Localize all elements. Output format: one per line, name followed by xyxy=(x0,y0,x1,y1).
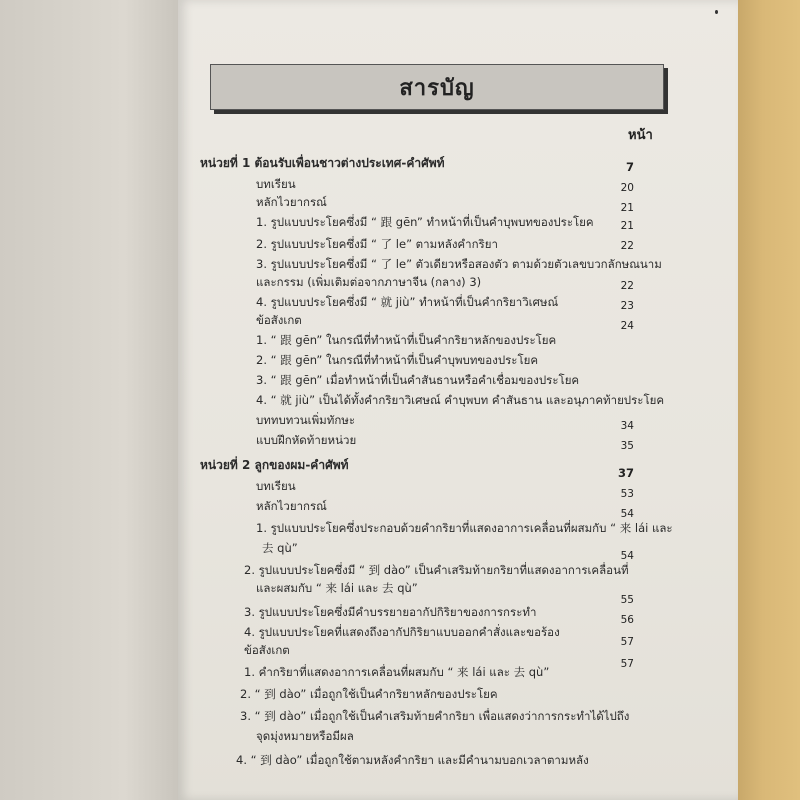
toc-entry: 1. รูปแบบประโยคซึ่งประกอบด้วยคำกริยาที่แสดงอาการเคลื่อนที่ผสมกับ “ 来 lái และ xyxy=(256,521,673,535)
page-number: 23 xyxy=(620,300,634,312)
toc-entry: 2. “ 到 dào” เมื่อถูกใช้เป็นคำกริยาหลักของประโยค xyxy=(240,687,498,701)
page-number: 54 xyxy=(620,508,634,520)
toc-entry: ข้อสังเกต xyxy=(244,643,290,657)
toc-entry: 3. รูปแบบประโยคซึ่งมี “ 了 le” ตัวเดียวหรือสองตัว ตามด้วยตัวเลขบวกลักษณนาม xyxy=(256,257,662,271)
left-page xyxy=(0,0,178,800)
toc-entry: 4. รูปแบบประโยคที่แสดงถึงอากัปกิริยาแบบออกคำสั่งและขอร้อง xyxy=(244,625,560,639)
toc-entry: ข้อสังเกต xyxy=(256,313,302,327)
toc-entry: บทเรียน xyxy=(256,479,296,493)
toc-entry: จุดมุ่งหมายหรือมีผล xyxy=(256,729,354,743)
page-number: 54 xyxy=(620,550,634,562)
page-number: 34 xyxy=(620,420,634,432)
toc-entry: 2. รูปแบบประโยคซึ่งมี “ 到 dào” เป็นคำเสริมท้ายกริยาที่แสดงอาการเคลื่อนที่ xyxy=(244,563,629,577)
toc-entry: บทเรียน xyxy=(256,177,296,191)
toc-entry: หลักไวยากรณ์ xyxy=(256,195,327,209)
speck xyxy=(715,10,718,14)
toc-entry: บททบทวนเพิ่มทักษะ xyxy=(256,413,356,427)
toc-entry: 3. รูปแบบประโยคซึ่งมีคำบรรยายอากัปกิริยาของการกระทำ xyxy=(244,605,537,619)
page-number: 57 xyxy=(620,636,634,648)
page-number: 7 xyxy=(625,160,634,174)
page-number: 53 xyxy=(620,488,634,500)
toc-entry: 4. รูปแบบประโยคซึ่งมี “ 就 jiù” ทำหน้าที่เป็นคำกริยาวิเศษณ์ xyxy=(256,295,559,309)
toc-entry: 3. “ 到 dào” เมื่อถูกใช้เป็นคำเสริมท้ายคำกริยา เพื่อแสดงว่าการกระทำได้ไปถึง xyxy=(240,709,630,723)
toc-entry: หลักไวยากรณ์ xyxy=(256,499,327,513)
unit-heading: หน่วยที่ 1 ต้อนรับเพื่อนชาวต่างประเทศ-คำศัพท์ xyxy=(200,156,445,170)
toc-entry: 1. รูปแบบประโยคซึ่งมี “ 跟 gēn” ทำหน้าที่เป็นคำบุพบทของประโยค xyxy=(256,215,594,229)
page-number: 37 xyxy=(617,466,634,480)
page-number: 21 xyxy=(620,220,634,232)
toc-entry: 2. “ 跟 gēn” ในกรณีที่ทำหน้าที่เป็นคำบุพบทของประโยค xyxy=(256,353,539,367)
toc-entry: และกรรม (เพิ่มเติมต่อจากภาษาจีน (กลาง) 3) xyxy=(256,275,482,289)
page-number: 57 xyxy=(620,658,634,670)
toc-entry: 去 qù” xyxy=(262,541,298,555)
toc-entry: แบบฝึกหัดท้ายหน่วย xyxy=(256,433,357,447)
page-edge xyxy=(738,0,800,800)
page-number: 24 xyxy=(620,320,634,332)
page-number: 21 xyxy=(620,202,634,214)
toc-entry: 4. “ 到 dào” เมื่อถูกใช้ตามหลังคำกริยา และมีคำนามบอกเวลาตามหลัง xyxy=(236,753,589,767)
toc-entry: และผสมกับ “ 来 lái และ 去 qù” xyxy=(256,581,418,595)
page-column-label: หน้า xyxy=(628,128,653,143)
unit-heading: หน่วยที่ 2 ลูกของผม-คำศัพท์ xyxy=(200,458,349,472)
toc-entry: 1. “ 跟 gēn” ในกรณีที่ทำหน้าที่เป็นคำกริยาหลักของประโยค xyxy=(256,333,557,347)
toc-entry: 2. รูปแบบประโยคซึ่งมี “ 了 le” ตามหลังคำกริยา xyxy=(256,237,498,251)
toc-entry: 4. “ 就 jiù” เป็นได้ทั้งคำกริยาวิเศษณ์ คำบุพบท คำสันธาน และอนุภาคท้ายประโยค xyxy=(256,393,665,407)
page-number: 22 xyxy=(620,280,634,292)
toc-entry: 1. คำกริยาที่แสดงอาการเคลื่อนที่ผสมกับ “ 来 lái และ 去 qù” xyxy=(244,665,550,679)
page-number: 56 xyxy=(620,614,634,626)
page-number: 55 xyxy=(620,594,634,606)
page-number: 20 xyxy=(620,182,634,194)
toc-title: สารบัญ xyxy=(399,74,475,101)
page-number: 35 xyxy=(620,440,634,452)
toc-title-box xyxy=(210,64,664,110)
page-number: 22 xyxy=(620,240,634,252)
toc-entry: 3. “ 跟 gēn” เมื่อทำหน้าที่เป็นคำสันธานหรือคำเชื่อมของประโยค xyxy=(256,373,580,387)
